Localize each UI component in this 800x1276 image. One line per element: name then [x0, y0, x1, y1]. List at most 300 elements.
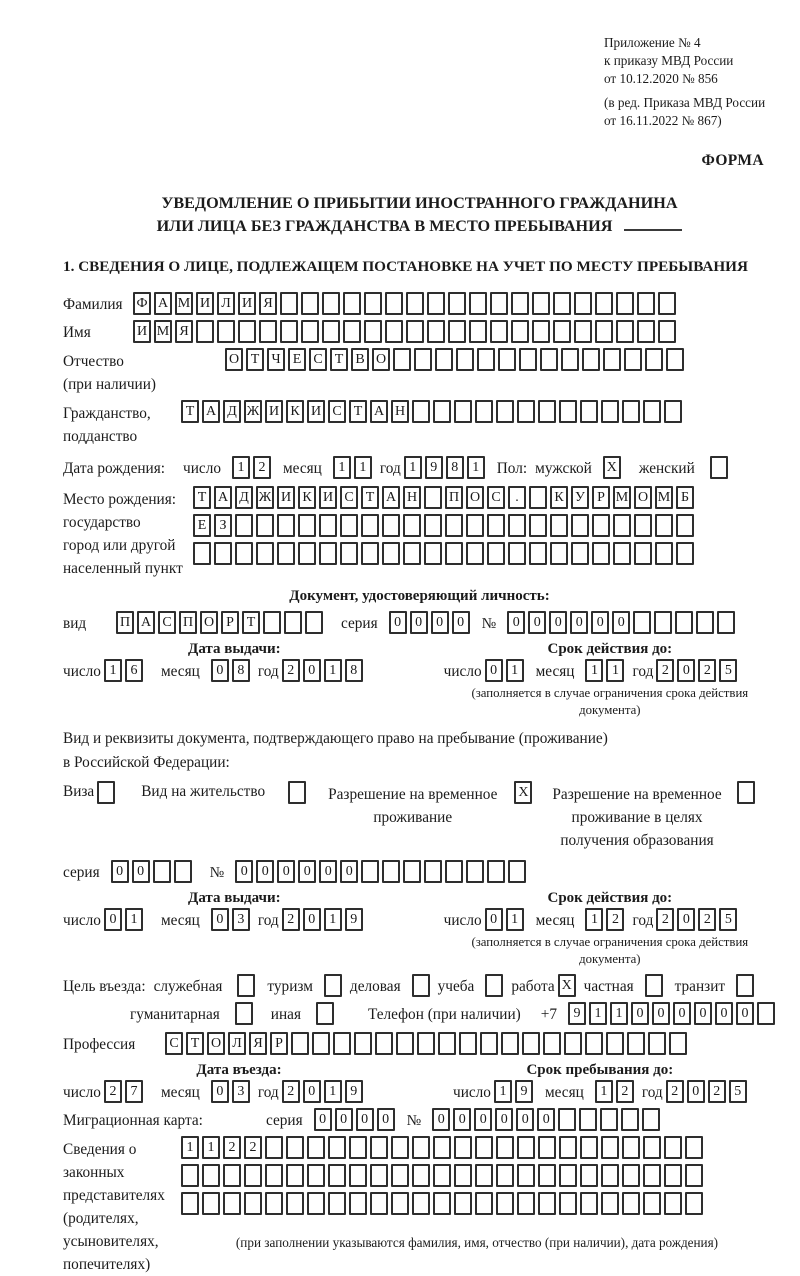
- form-cell[interactable]: Б: [676, 486, 694, 509]
- form-cell[interactable]: 0: [211, 1080, 229, 1103]
- form-cell[interactable]: [475, 400, 493, 423]
- form-cell[interactable]: [223, 1192, 241, 1215]
- form-cell[interactable]: [643, 1164, 661, 1187]
- form-cell[interactable]: [685, 1192, 703, 1215]
- form-cell[interactable]: 1: [324, 1080, 342, 1103]
- form-cell[interactable]: [97, 781, 115, 804]
- form-cell[interactable]: [424, 542, 442, 565]
- form-cell[interactable]: [559, 1164, 577, 1187]
- form-cell[interactable]: 1: [104, 659, 122, 682]
- form-cell[interactable]: [736, 974, 754, 997]
- form-cell[interactable]: 0: [495, 1108, 513, 1131]
- form-cell[interactable]: [217, 320, 235, 343]
- form-cell[interactable]: [487, 542, 505, 565]
- form-cell[interactable]: [438, 1032, 456, 1055]
- form-cell[interactable]: [277, 542, 295, 565]
- form-cell[interactable]: [370, 1164, 388, 1187]
- form-cell[interactable]: [277, 514, 295, 537]
- form-cell[interactable]: [529, 486, 547, 509]
- form-cell[interactable]: А: [202, 400, 220, 423]
- form-cell[interactable]: [574, 292, 592, 315]
- form-cell[interactable]: С: [165, 1032, 183, 1055]
- form-cell[interactable]: [391, 1164, 409, 1187]
- form-cell[interactable]: 2: [282, 1080, 300, 1103]
- form-cell[interactable]: [385, 320, 403, 343]
- form-cell[interactable]: 1: [585, 659, 603, 682]
- form-cell[interactable]: 0: [537, 1108, 555, 1131]
- form-cell[interactable]: [466, 542, 484, 565]
- form-cell[interactable]: [433, 1192, 451, 1215]
- form-cell[interactable]: [382, 542, 400, 565]
- form-cell[interactable]: [696, 611, 714, 634]
- form-cell[interactable]: [517, 1164, 535, 1187]
- form-cell[interactable]: [448, 292, 466, 315]
- form-cell[interactable]: [382, 860, 400, 883]
- form-cell[interactable]: 5: [719, 908, 737, 931]
- form-cell[interactable]: [291, 1032, 309, 1055]
- form-cell[interactable]: [522, 1032, 540, 1055]
- form-cell[interactable]: 0: [673, 1002, 691, 1025]
- form-cell[interactable]: 0: [453, 1108, 471, 1131]
- form-cell[interactable]: 0: [340, 860, 358, 883]
- form-cell[interactable]: [319, 542, 337, 565]
- form-cell[interactable]: [550, 514, 568, 537]
- form-cell[interactable]: [616, 292, 634, 315]
- form-cell[interactable]: 1: [232, 456, 250, 479]
- form-cell[interactable]: [616, 320, 634, 343]
- form-cell[interactable]: [406, 292, 424, 315]
- form-cell[interactable]: [349, 1164, 367, 1187]
- form-cell[interactable]: [396, 1032, 414, 1055]
- form-cell[interactable]: [244, 1164, 262, 1187]
- form-cell[interactable]: [543, 1032, 561, 1055]
- form-cell[interactable]: [238, 320, 256, 343]
- form-cell[interactable]: [448, 320, 466, 343]
- form-cell[interactable]: [196, 320, 214, 343]
- form-cell[interactable]: [466, 514, 484, 537]
- form-cell[interactable]: 1: [202, 1136, 220, 1159]
- form-cell[interactable]: [553, 292, 571, 315]
- form-cell[interactable]: [559, 1136, 577, 1159]
- form-cell[interactable]: Ч: [267, 348, 285, 371]
- form-cell[interactable]: [181, 1164, 199, 1187]
- form-cell[interactable]: [532, 320, 550, 343]
- form-cell[interactable]: 0: [132, 860, 150, 883]
- form-cell[interactable]: 2: [656, 908, 674, 931]
- form-cell[interactable]: [265, 1192, 283, 1215]
- form-cell[interactable]: [580, 1192, 598, 1215]
- form-cell[interactable]: [485, 974, 503, 997]
- form-cell[interactable]: [574, 320, 592, 343]
- form-cell[interactable]: А: [370, 400, 388, 423]
- form-cell[interactable]: 2: [282, 908, 300, 931]
- form-cell[interactable]: М: [655, 486, 673, 509]
- form-cell[interactable]: В: [351, 348, 369, 371]
- form-cell[interactable]: [600, 1108, 618, 1131]
- form-cell[interactable]: [538, 400, 556, 423]
- form-cell[interactable]: [370, 1192, 388, 1215]
- form-cell[interactable]: 0: [507, 611, 525, 634]
- form-cell[interactable]: [259, 320, 277, 343]
- form-cell[interactable]: [333, 1032, 351, 1055]
- form-cell[interactable]: 7: [125, 1080, 143, 1103]
- form-cell[interactable]: Т: [242, 611, 260, 634]
- form-cell[interactable]: [517, 1136, 535, 1159]
- form-cell[interactable]: [364, 320, 382, 343]
- form-cell[interactable]: [571, 514, 589, 537]
- form-cell[interactable]: [412, 1164, 430, 1187]
- form-cell[interactable]: [403, 514, 421, 537]
- form-cell[interactable]: [477, 348, 495, 371]
- form-cell[interactable]: [648, 1032, 666, 1055]
- form-cell[interactable]: [307, 1164, 325, 1187]
- form-cell[interactable]: [622, 1192, 640, 1215]
- form-cell[interactable]: .: [508, 486, 526, 509]
- form-cell[interactable]: [676, 542, 694, 565]
- form-cell[interactable]: К: [286, 400, 304, 423]
- form-cell[interactable]: 0: [452, 611, 470, 634]
- form-cell[interactable]: Д: [223, 400, 241, 423]
- form-cell[interactable]: [202, 1164, 220, 1187]
- form-cell[interactable]: [349, 1192, 367, 1215]
- form-cell[interactable]: 0: [631, 1002, 649, 1025]
- form-cell[interactable]: [508, 860, 526, 883]
- form-cell[interactable]: 0: [485, 908, 503, 931]
- form-cell[interactable]: 2: [223, 1136, 241, 1159]
- form-cell[interactable]: 1: [610, 1002, 628, 1025]
- form-cell[interactable]: [592, 542, 610, 565]
- form-cell[interactable]: 0: [516, 1108, 534, 1131]
- form-cell[interactable]: [412, 1136, 430, 1159]
- form-cell[interactable]: [717, 611, 735, 634]
- form-cell[interactable]: [385, 292, 403, 315]
- form-cell[interactable]: [322, 320, 340, 343]
- form-cell[interactable]: О: [466, 486, 484, 509]
- form-cell[interactable]: 0: [389, 611, 407, 634]
- form-cell[interactable]: 1: [589, 1002, 607, 1025]
- form-cell[interactable]: [508, 542, 526, 565]
- form-cell[interactable]: 0: [314, 1108, 332, 1131]
- form-cell[interactable]: [664, 1136, 682, 1159]
- form-cell[interactable]: [361, 542, 379, 565]
- form-cell[interactable]: [445, 514, 463, 537]
- form-cell[interactable]: 0: [377, 1108, 395, 1131]
- form-cell[interactable]: [328, 1164, 346, 1187]
- form-cell[interactable]: [643, 400, 661, 423]
- form-cell[interactable]: [256, 514, 274, 537]
- form-cell[interactable]: [427, 320, 445, 343]
- form-cell[interactable]: 0: [298, 860, 316, 883]
- form-cell[interactable]: Ж: [256, 486, 274, 509]
- form-cell[interactable]: 8: [345, 659, 363, 682]
- form-cell[interactable]: [676, 514, 694, 537]
- form-cell[interactable]: [669, 1032, 687, 1055]
- form-cell[interactable]: [298, 514, 316, 537]
- form-cell[interactable]: [613, 514, 631, 537]
- form-cell[interactable]: 0: [303, 908, 321, 931]
- form-cell[interactable]: К: [298, 486, 316, 509]
- form-cell[interactable]: [633, 611, 651, 634]
- form-cell[interactable]: [214, 542, 232, 565]
- form-cell[interactable]: 1: [467, 456, 485, 479]
- form-cell[interactable]: [454, 1136, 472, 1159]
- form-cell[interactable]: 0: [303, 1080, 321, 1103]
- form-cell[interactable]: Д: [235, 486, 253, 509]
- form-cell[interactable]: [403, 860, 421, 883]
- form-cell[interactable]: [316, 1002, 334, 1025]
- form-cell[interactable]: [621, 1108, 639, 1131]
- form-cell[interactable]: 1: [606, 659, 624, 682]
- form-cell[interactable]: [666, 348, 684, 371]
- form-cell[interactable]: [601, 1164, 619, 1187]
- form-cell[interactable]: [580, 1136, 598, 1159]
- form-cell[interactable]: И: [196, 292, 214, 315]
- form-cell[interactable]: 0: [694, 1002, 712, 1025]
- form-cell[interactable]: Е: [193, 514, 211, 537]
- form-cell[interactable]: [284, 611, 302, 634]
- form-cell[interactable]: [406, 320, 424, 343]
- form-cell[interactable]: [223, 1164, 241, 1187]
- form-cell[interactable]: [307, 1136, 325, 1159]
- form-cell[interactable]: Т: [361, 486, 379, 509]
- form-cell[interactable]: [595, 292, 613, 315]
- form-cell[interactable]: [280, 320, 298, 343]
- form-cell[interactable]: [595, 320, 613, 343]
- form-cell[interactable]: [288, 781, 306, 804]
- form-cell[interactable]: Я: [175, 320, 193, 343]
- form-cell[interactable]: [487, 514, 505, 537]
- form-cell[interactable]: 1: [506, 659, 524, 682]
- form-cell[interactable]: [606, 1032, 624, 1055]
- form-cell[interactable]: [454, 400, 472, 423]
- form-cell[interactable]: 2: [104, 1080, 122, 1103]
- form-cell[interactable]: 9: [515, 1080, 533, 1103]
- form-cell[interactable]: 0: [319, 860, 337, 883]
- form-cell[interactable]: [498, 348, 516, 371]
- form-cell[interactable]: И: [238, 292, 256, 315]
- form-cell[interactable]: 2: [616, 1080, 634, 1103]
- form-cell[interactable]: [361, 514, 379, 537]
- form-cell[interactable]: 2: [666, 1080, 684, 1103]
- form-cell[interactable]: [427, 292, 445, 315]
- form-cell[interactable]: [592, 514, 610, 537]
- form-cell[interactable]: [579, 1108, 597, 1131]
- form-cell[interactable]: [622, 1136, 640, 1159]
- form-cell[interactable]: Ж: [244, 400, 262, 423]
- form-cell[interactable]: [193, 542, 211, 565]
- form-cell[interactable]: [580, 400, 598, 423]
- form-cell[interactable]: [424, 514, 442, 537]
- form-cell[interactable]: [511, 320, 529, 343]
- form-cell[interactable]: [490, 320, 508, 343]
- form-cell[interactable]: [496, 1192, 514, 1215]
- form-cell[interactable]: [340, 542, 358, 565]
- form-cell[interactable]: [501, 1032, 519, 1055]
- form-cell[interactable]: [487, 860, 505, 883]
- form-cell[interactable]: [655, 542, 673, 565]
- form-cell[interactable]: 0: [677, 659, 695, 682]
- form-cell[interactable]: И: [265, 400, 283, 423]
- form-cell[interactable]: К: [550, 486, 568, 509]
- form-cell[interactable]: 0: [356, 1108, 374, 1131]
- form-cell[interactable]: [571, 542, 589, 565]
- form-cell[interactable]: Т: [186, 1032, 204, 1055]
- form-cell[interactable]: [286, 1164, 304, 1187]
- form-cell[interactable]: [655, 514, 673, 537]
- form-cell[interactable]: 1: [585, 908, 603, 931]
- form-cell[interactable]: 0: [549, 611, 567, 634]
- form-cell[interactable]: [370, 1136, 388, 1159]
- form-cell[interactable]: А: [154, 292, 172, 315]
- form-cell[interactable]: 0: [528, 611, 546, 634]
- form-cell[interactable]: 0: [474, 1108, 492, 1131]
- form-cell[interactable]: [412, 974, 430, 997]
- form-cell[interactable]: [643, 1192, 661, 1215]
- form-cell[interactable]: 2: [656, 659, 674, 682]
- form-cell[interactable]: [627, 1032, 645, 1055]
- form-cell[interactable]: [550, 542, 568, 565]
- form-cell[interactable]: С: [340, 486, 358, 509]
- form-cell[interactable]: [414, 348, 432, 371]
- form-cell[interactable]: [496, 400, 514, 423]
- form-cell[interactable]: [454, 1192, 472, 1215]
- form-cell[interactable]: [328, 1136, 346, 1159]
- form-cell[interactable]: 1: [333, 456, 351, 479]
- form-cell[interactable]: [580, 1164, 598, 1187]
- form-cell[interactable]: [622, 400, 640, 423]
- form-cell[interactable]: [417, 1032, 435, 1055]
- form-cell[interactable]: [582, 348, 600, 371]
- form-cell[interactable]: [622, 1164, 640, 1187]
- form-cell[interactable]: [322, 292, 340, 315]
- form-cell[interactable]: Л: [217, 292, 235, 315]
- form-cell[interactable]: О: [207, 1032, 225, 1055]
- form-cell[interactable]: 1: [324, 659, 342, 682]
- form-cell[interactable]: [412, 1192, 430, 1215]
- form-cell[interactable]: [286, 1136, 304, 1159]
- form-cell[interactable]: [153, 860, 171, 883]
- form-cell[interactable]: О: [372, 348, 390, 371]
- form-cell[interactable]: [174, 860, 192, 883]
- form-cell[interactable]: 1: [125, 908, 143, 931]
- form-cell[interactable]: [340, 514, 358, 537]
- form-cell[interactable]: 1: [506, 908, 524, 931]
- form-cell[interactable]: [202, 1192, 220, 1215]
- form-cell[interactable]: М: [154, 320, 172, 343]
- form-cell[interactable]: [508, 514, 526, 537]
- form-cell[interactable]: [469, 292, 487, 315]
- form-cell[interactable]: [654, 611, 672, 634]
- form-cell[interactable]: 1: [595, 1080, 613, 1103]
- form-cell[interactable]: Л: [228, 1032, 246, 1055]
- form-cell[interactable]: 3: [232, 1080, 250, 1103]
- form-cell[interactable]: С: [328, 400, 346, 423]
- form-cell[interactable]: [312, 1032, 330, 1055]
- form-cell[interactable]: С: [487, 486, 505, 509]
- form-cell[interactable]: Р: [270, 1032, 288, 1055]
- form-cell[interactable]: 9: [345, 908, 363, 931]
- form-cell[interactable]: [511, 292, 529, 315]
- form-cell[interactable]: [391, 1192, 409, 1215]
- form-cell[interactable]: [517, 400, 535, 423]
- form-cell[interactable]: 8: [232, 659, 250, 682]
- form-cell[interactable]: [675, 611, 693, 634]
- form-cell[interactable]: [553, 320, 571, 343]
- form-cell[interactable]: [643, 1136, 661, 1159]
- form-cell[interactable]: [319, 514, 337, 537]
- form-cell[interactable]: 9: [568, 1002, 586, 1025]
- form-cell[interactable]: [412, 400, 430, 423]
- form-cell[interactable]: 1: [354, 456, 372, 479]
- form-cell[interactable]: А: [382, 486, 400, 509]
- form-cell[interactable]: Н: [403, 486, 421, 509]
- form-cell[interactable]: [634, 514, 652, 537]
- form-cell[interactable]: 2: [244, 1136, 262, 1159]
- form-cell[interactable]: [237, 974, 255, 997]
- form-cell[interactable]: Р: [221, 611, 239, 634]
- form-cell[interactable]: [324, 974, 342, 997]
- form-cell[interactable]: 3: [232, 908, 250, 931]
- form-cell[interactable]: [603, 348, 621, 371]
- form-cell[interactable]: [540, 348, 558, 371]
- form-cell[interactable]: [364, 292, 382, 315]
- form-cell[interactable]: 5: [719, 659, 737, 682]
- form-cell[interactable]: О: [634, 486, 652, 509]
- form-cell[interactable]: [433, 1164, 451, 1187]
- form-cell[interactable]: 2: [253, 456, 271, 479]
- form-cell[interactable]: 0: [104, 908, 122, 931]
- form-cell[interactable]: [496, 1164, 514, 1187]
- form-cell[interactable]: 0: [431, 611, 449, 634]
- form-cell[interactable]: Я: [259, 292, 277, 315]
- form-cell[interactable]: 0: [303, 659, 321, 682]
- form-cell[interactable]: С: [158, 611, 176, 634]
- form-cell[interactable]: [624, 348, 642, 371]
- form-cell[interactable]: [265, 1164, 283, 1187]
- form-cell[interactable]: [445, 860, 463, 883]
- form-cell[interactable]: [658, 320, 676, 343]
- form-cell[interactable]: Т: [349, 400, 367, 423]
- form-cell[interactable]: [265, 1136, 283, 1159]
- form-cell[interactable]: И: [319, 486, 337, 509]
- form-cell[interactable]: 9: [425, 456, 443, 479]
- form-cell[interactable]: 2: [708, 1080, 726, 1103]
- form-cell[interactable]: [280, 292, 298, 315]
- form-cell[interactable]: 0: [410, 611, 428, 634]
- form-cell[interactable]: [642, 1108, 660, 1131]
- form-cell[interactable]: С: [309, 348, 327, 371]
- form-cell[interactable]: [480, 1032, 498, 1055]
- form-cell[interactable]: 0: [677, 908, 695, 931]
- form-cell[interactable]: 0: [111, 860, 129, 883]
- form-cell[interactable]: [349, 1136, 367, 1159]
- form-cell[interactable]: 1: [324, 908, 342, 931]
- form-cell[interactable]: З: [214, 514, 232, 537]
- form-cell[interactable]: [328, 1192, 346, 1215]
- form-cell[interactable]: 0: [715, 1002, 733, 1025]
- form-cell[interactable]: [354, 1032, 372, 1055]
- form-cell[interactable]: 9: [345, 1080, 363, 1103]
- form-cell[interactable]: [519, 348, 537, 371]
- form-cell[interactable]: [256, 542, 274, 565]
- form-cell[interactable]: 8: [446, 456, 464, 479]
- form-cell[interactable]: [685, 1136, 703, 1159]
- form-cell[interactable]: 0: [736, 1002, 754, 1025]
- form-cell[interactable]: [456, 348, 474, 371]
- form-cell[interactable]: [382, 514, 400, 537]
- form-cell[interactable]: [634, 542, 652, 565]
- form-cell[interactable]: М: [613, 486, 631, 509]
